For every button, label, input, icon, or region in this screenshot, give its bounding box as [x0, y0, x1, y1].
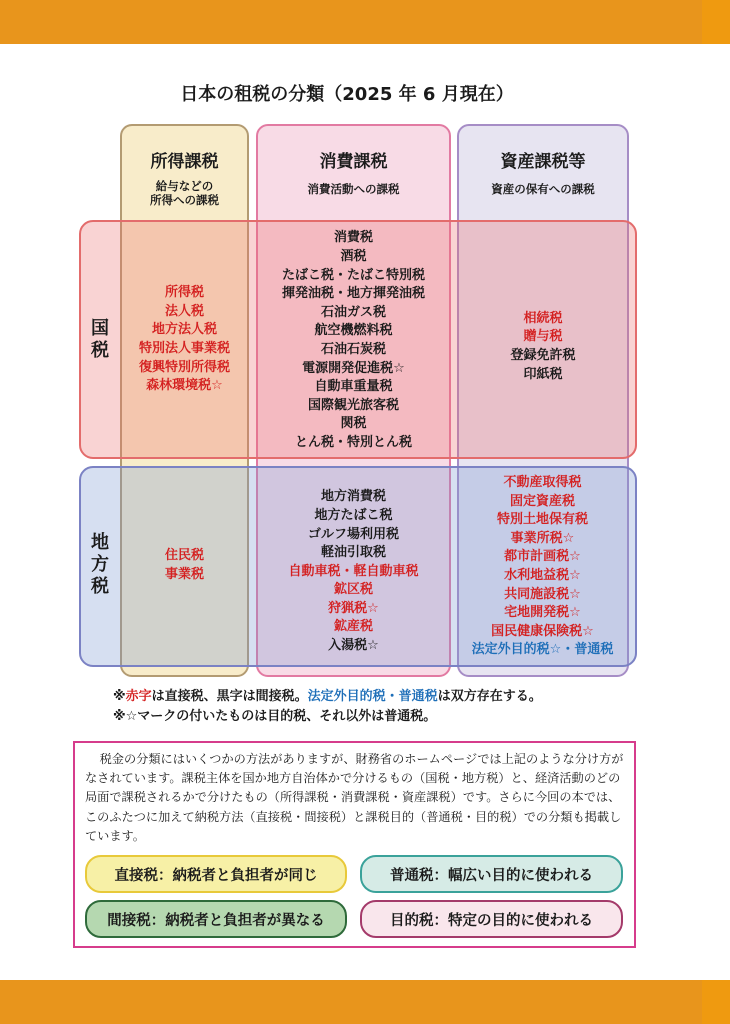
note-star-legend: ※☆マークの付いたものは目的税、それ以外は普通税。 — [113, 709, 437, 724]
tax-item: 森林環境税☆ — [146, 378, 223, 394]
tax-item: 都市計画税☆ — [504, 549, 581, 565]
tax-item: 登録免許税 — [510, 348, 576, 363]
column-subtitle: 資産の保有への課税 — [491, 182, 595, 196]
tax-item: 自動車税・軽自動車税 — [288, 563, 419, 579]
tax-item: 軽油引取税 — [320, 545, 386, 561]
tax-item: 印紙税 — [523, 366, 563, 382]
tax-item: 住民税 — [164, 548, 204, 564]
cell-local-assets — [440, 472, 645, 662]
column-header-income — [120, 124, 249, 207]
tax-item: 地方法人税 — [151, 322, 217, 338]
tax-item: 共同施設税☆ — [504, 586, 581, 602]
row-label-national: 国税 — [91, 318, 109, 361]
tax-item: 復興特別所得税 — [138, 359, 230, 375]
tax-item: たばこ税・たばこ特別税 — [281, 267, 425, 283]
tax-item: 石油ガス税 — [320, 304, 386, 320]
tax-item: 不動産取得税 — [503, 475, 582, 491]
note-color-legend: ※赤字は直接税、黒字は間接税。法定外目的税・普通税は双方存在する。 — [113, 689, 542, 704]
cell-national-income — [120, 222, 249, 458]
tax-item: 贈与税 — [523, 329, 563, 345]
cell-local-consumption — [256, 474, 451, 670]
tax-item: 宅地開発税☆ — [504, 605, 581, 621]
column-title: 資産課税等 — [500, 152, 586, 172]
tax-item: 特別土地保有税 — [496, 512, 588, 528]
tax-item: 地方たばこ税 — [314, 507, 393, 523]
tax-item: 狩猟税☆ — [328, 600, 379, 616]
tax-item: 揮発油税・地方揮発油税 — [281, 286, 425, 302]
tax-item: 入湯税☆ — [328, 638, 379, 654]
tax-item: 法人税 — [164, 303, 204, 319]
tax-item: とん税・特別とん税 — [294, 434, 412, 450]
tax-item: 相続税 — [523, 310, 563, 326]
tax-item: 法定外目的税☆・普通税 — [471, 642, 614, 658]
column-subtitle: 給与などの 所得への課税 — [150, 179, 219, 207]
tax-item: 鉱区税 — [333, 582, 373, 598]
tax-item: 石油石炭税 — [320, 342, 386, 357]
tax-item: 電源開発促進税☆ — [302, 360, 405, 376]
explanation-text: 税金の分類にはいくつかの方法がありますが、財務省のホームページでは上記のような分け方がなされています。課税主体を国か地方自治体かで分けるもの（国税・地方税）と、経済活動のどの局面で課税されるかで分けたもの（所得課税・消費課税・資産課税）です。さらに今回の本では、このふたつに加えて納税方法（直接税・間接税）と課税目的（普通税・目的税）での分類も掲載しています。 — [85, 752, 624, 843]
tax-item: 国民健康保険税☆ — [491, 623, 594, 639]
tax-item: 水利地益税☆ — [504, 568, 581, 583]
tax-item: 酒税 — [340, 249, 367, 265]
cell-local-income — [120, 468, 249, 664]
tax-item: 地方消費税 — [320, 489, 386, 505]
column-title: 所得課税 — [150, 152, 219, 172]
tax-item: 消費税 — [333, 230, 373, 246]
tax-item: 自動車重量税 — [314, 379, 393, 395]
legend-indirect-tax: 間接税：納税者と負担者が異なる — [85, 900, 347, 938]
column-title: 消費課税 — [319, 152, 388, 172]
page-title: 日本の租税の分類（2025 年 6 月現在） — [180, 84, 514, 105]
legend-purpose-tax: 目的税：特定の目的に使われる — [360, 900, 623, 938]
tax-item: 関税 — [340, 416, 367, 432]
tax-item: 国際観光旅客税 — [307, 397, 399, 413]
cell-national-assets — [457, 222, 629, 472]
row-label-local: 地方税 — [91, 532, 109, 597]
cell-national-consumption — [256, 230, 451, 452]
tax-item: 事業税 — [164, 567, 204, 582]
column-header-assets — [457, 124, 629, 196]
tax-item: 固定資産税 — [509, 493, 575, 509]
tax-item: 事業所税☆ — [510, 530, 575, 546]
tax-item: 特別法人事業税 — [138, 341, 230, 356]
top-bar — [0, 0, 730, 44]
legend-direct-tax: 直接税：納税者と負担者が同じ — [85, 855, 347, 893]
tax-item: 所得税 — [164, 285, 204, 301]
tax-item: ゴルフ場利用税 — [307, 526, 399, 542]
column-subtitle: 消費活動への課税 — [307, 182, 400, 196]
bottom-bar — [0, 980, 730, 1024]
legend-ordinary-tax: 普通税：幅広い目的に使われる — [360, 855, 623, 893]
column-header-consumption — [256, 124, 451, 196]
tax-item: 鉱産税 — [333, 619, 373, 635]
tax-item: 航空機燃料税 — [314, 323, 393, 339]
